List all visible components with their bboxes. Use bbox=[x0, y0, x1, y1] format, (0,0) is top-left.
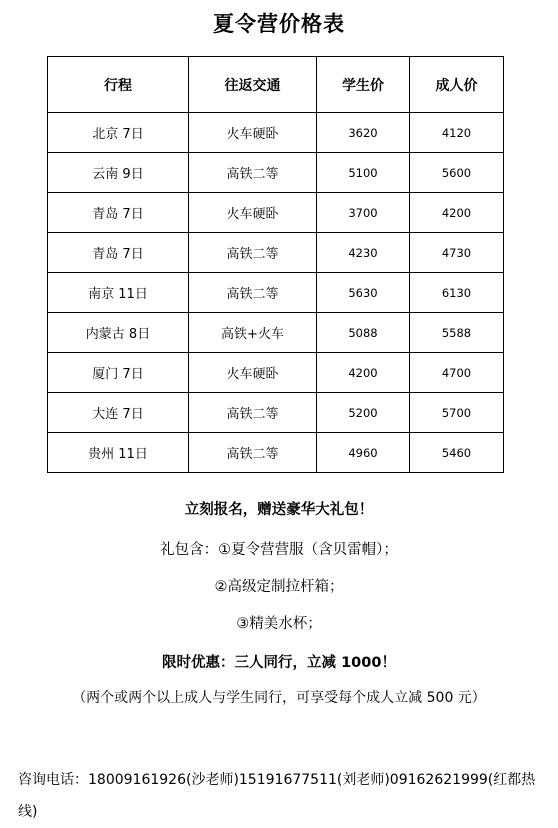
cell-transport: 高铁二等 bbox=[189, 153, 317, 193]
cell-route: 厦门 7日 bbox=[48, 353, 189, 393]
cell-student-price: 3620 bbox=[317, 113, 410, 153]
cell-transport: 高铁二等 bbox=[189, 393, 317, 433]
header-student-price: 学生价 bbox=[317, 57, 410, 113]
header-adult-price: 成人价 bbox=[410, 57, 504, 113]
gift-line-2: ②高级定制拉杆箱； bbox=[214, 579, 344, 595]
cell-student-price: 5200 bbox=[317, 393, 410, 433]
cell-route: 内蒙古 8日 bbox=[48, 313, 189, 353]
table-row bbox=[48, 313, 504, 353]
cell-transport: 高铁二等 bbox=[189, 433, 317, 473]
table-row bbox=[48, 433, 504, 473]
cell-adult-price: 4700 bbox=[410, 353, 504, 393]
cell-adult-price: 4120 bbox=[410, 113, 504, 153]
cell-route: 贵州 11日 bbox=[48, 433, 189, 473]
cell-route: 青岛 7日 bbox=[48, 193, 189, 233]
price-table bbox=[47, 56, 504, 473]
cell-adult-price: 5600 bbox=[410, 153, 504, 193]
cell-student-price: 4230 bbox=[317, 233, 410, 273]
cell-route: 南京 11日 bbox=[48, 273, 189, 313]
page-title: 夏令营价格表 bbox=[213, 11, 345, 36]
cell-route: 云南 9日 bbox=[48, 153, 189, 193]
table-row bbox=[48, 273, 504, 313]
cell-student-price: 5630 bbox=[317, 273, 410, 313]
table-row bbox=[48, 353, 504, 393]
table-row bbox=[48, 153, 504, 193]
table-header-row bbox=[48, 57, 504, 113]
table-row bbox=[48, 393, 504, 433]
cell-student-price: 5100 bbox=[317, 153, 410, 193]
gift-line-3: ③精美水杯； bbox=[236, 616, 322, 632]
cell-adult-price: 5700 bbox=[410, 393, 504, 433]
table-row bbox=[48, 233, 504, 273]
cell-route: 大连 7日 bbox=[48, 393, 189, 433]
table-row bbox=[48, 193, 504, 233]
gift-line-1: 礼包含：①夏令营营服（含贝雷帽）； bbox=[160, 542, 398, 558]
cell-adult-price: 4200 bbox=[410, 193, 504, 233]
cell-transport: 高铁二等 bbox=[189, 233, 317, 273]
cell-student-price: 5088 bbox=[317, 313, 410, 353]
cell-student-price: 4960 bbox=[317, 433, 410, 473]
cell-route: 青岛 7日 bbox=[48, 233, 189, 273]
cell-adult-price: 5588 bbox=[410, 313, 504, 353]
cell-route: 北京 7日 bbox=[48, 113, 189, 153]
header-transport: 往返交通 bbox=[189, 57, 317, 113]
cell-adult-price: 4730 bbox=[410, 233, 504, 273]
cell-transport: 高铁二等 bbox=[189, 273, 317, 313]
cell-student-price: 4200 bbox=[317, 353, 410, 393]
contact-info: 咨询电话：18009161926(沙老师)15191677511(刘老师)09162621999(红都热线) bbox=[18, 772, 536, 820]
discount-note: （两个或两个以上成人与学生同行，可享受每个成人立减 500 元） bbox=[72, 690, 486, 706]
cell-adult-price: 6130 bbox=[410, 273, 504, 313]
cell-transport: 火车硬卧 bbox=[189, 193, 317, 233]
discount-offer: 限时优惠：三人同行，立减 1000！ bbox=[162, 655, 396, 671]
cell-transport: 高铁+火车 bbox=[189, 313, 317, 353]
cell-student-price: 3700 bbox=[317, 193, 410, 233]
cell-adult-price: 5460 bbox=[410, 433, 504, 473]
header-route: 行程 bbox=[48, 57, 189, 113]
cell-transport: 火车硬卧 bbox=[189, 113, 317, 153]
promo-headline: 立刻报名，赠送豪华大礼包！ bbox=[184, 502, 374, 518]
cell-transport: 火车硬卧 bbox=[189, 353, 317, 393]
table-row bbox=[48, 113, 504, 153]
